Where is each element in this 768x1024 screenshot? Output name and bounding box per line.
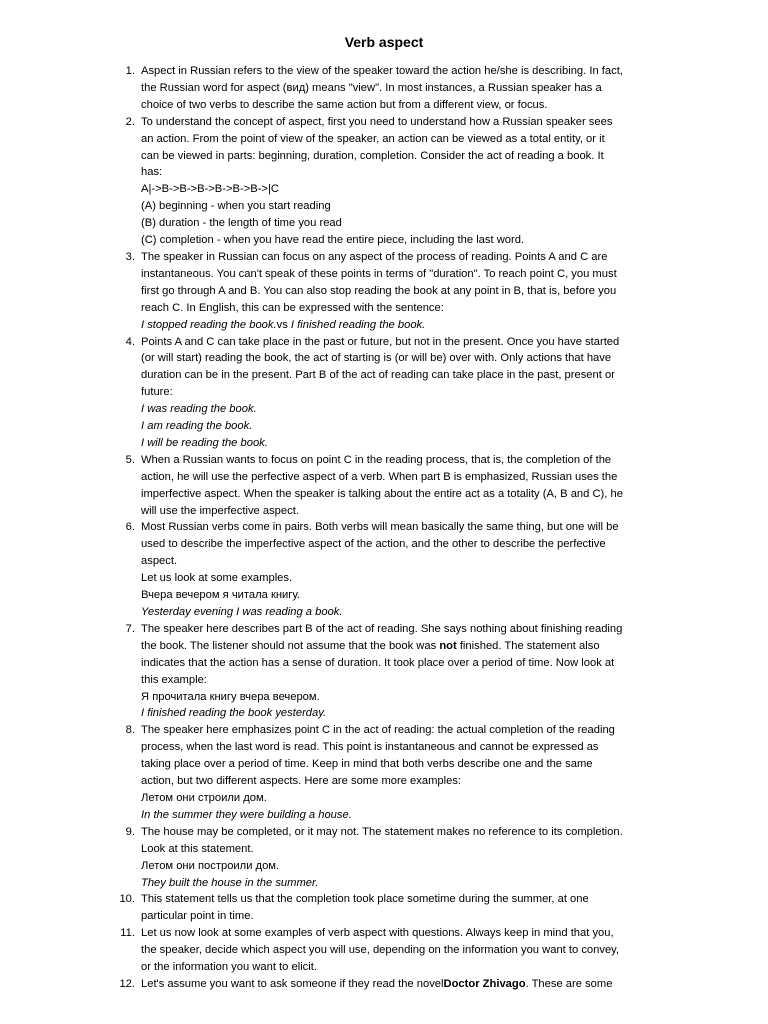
- text-line: used to describe the imperfective aspect of the action, and the other to describe the perfective: [141, 538, 606, 551]
- text-line: (or will start) reading the book, the act of starting is (or will be) over with. Only actions that have: [141, 352, 612, 365]
- text-fragment: Let's assume you want to ask someone if they read the novel: [141, 977, 444, 990]
- text-line: choice of two verbs to describe the same action but from a different view, or focus.: [141, 98, 548, 111]
- list-item: [119, 891, 661, 925]
- list-item: [125, 334, 661, 452]
- text-line: The speaker here describes part B of the act of reading. She says nothing about finishing reading: [141, 622, 623, 635]
- text-line: process, when the last word is read. This point is instantaneous and cannot be expressed as: [141, 741, 599, 754]
- text-line: indicates that the action has a sense of duration. It took place over a period of time. Now look at: [141, 656, 615, 669]
- list-item-number: 11.: [120, 927, 135, 940]
- text-line: will use the imperfective aspect.: [141, 504, 299, 517]
- text-line: or the information you want to elicit.: [141, 961, 317, 974]
- list-item: [120, 925, 661, 976]
- list-item-number: 2.: [125, 115, 135, 128]
- list-item: [125, 519, 661, 620]
- list-item: [125, 114, 661, 249]
- text-line: This statement tells us that the completion took place sometime during the summer, at one: [141, 893, 589, 906]
- emphasis-text: Doctor Zhivago: [443, 977, 526, 990]
- text-line: duration can be in the present. Part B of the act of reading can take place in the past, present or: [141, 369, 615, 382]
- list-item-number: 3.: [125, 250, 135, 263]
- example-line: Yesterday evening I was reading a book.: [141, 606, 343, 618]
- text-line: action, he will use the perfective aspect of a verb. When part B is emphasized, Russian uses the: [141, 470, 618, 483]
- emphasis-text: not: [439, 639, 457, 652]
- text-fragment: finished. The statement also: [456, 639, 600, 652]
- text-line: reach C. In English, this can be expressed with the sentence:: [141, 301, 444, 314]
- text-line: an action. From the point of view of the speaker, an action can be viewed as a total entity, or it: [141, 132, 605, 145]
- text-line: The speaker here emphasizes point C in the act of reading: the actual completion of the reading: [141, 724, 615, 737]
- list-item: [125, 63, 661, 114]
- example-line: They built the house in the summer.: [141, 876, 319, 889]
- text-line: this example:: [141, 673, 207, 686]
- text-line: (B) duration - the length of time you read: [141, 217, 342, 230]
- text-line: [141, 976, 661, 993]
- list-item: [125, 824, 661, 892]
- text-line: has:: [141, 166, 163, 179]
- numbered-list: [119, 63, 661, 993]
- list-item-number: 9.: [125, 825, 135, 838]
- text-fragment: the book. The listener should not assume that the book was: [141, 639, 440, 652]
- list-item-number: 1.: [125, 65, 135, 77]
- text-line: The speaker in Russian can focus on any aspect of the process of reading. Points A and C are: [141, 250, 608, 263]
- text-line: action, but two different aspects. Here are some more examples:: [141, 775, 462, 788]
- example-line: I was reading the book.: [141, 403, 257, 416]
- text-line: To understand the concept of aspect, first you need to understand how a Russian speaker sees: [141, 115, 613, 128]
- text-line: Points A and C can take place in the past or future, but not in the present. Once you have started: [141, 335, 620, 348]
- text-line: (A) beginning - when you start reading: [141, 200, 331, 213]
- list-item-number: 10.: [119, 893, 135, 906]
- text-line: A|->B->B->B->B->B->B->|C: [141, 183, 279, 196]
- list-item-number: 12.: [119, 977, 135, 990]
- text-line: Летом они строили дом.: [141, 791, 267, 804]
- text-line: [141, 638, 661, 655]
- example-line: I finished reading the book yesterday.: [141, 707, 327, 720]
- list-item-number: 6.: [125, 521, 135, 534]
- text-line: Вчера вечером я читала книгу.: [141, 589, 300, 602]
- text-line: The house may be completed, or it may not. The statement makes no reference to its completion.: [141, 825, 623, 838]
- list-item-number: 7.: [125, 622, 135, 635]
- text-line: instantaneous. You can't speak of these points in terms of "duration". To reach point C, you must: [141, 267, 617, 280]
- list-item: [119, 976, 661, 993]
- text-line: (C) completion - when you have read the entire piece, including the last word.: [141, 234, 525, 247]
- example-sentence: I finished reading the book.: [290, 318, 426, 331]
- list-item-number: 4.: [125, 335, 135, 348]
- text-line: Aspect in Russian refers to the view of the speaker toward the action he/she is describing. In fact,: [141, 65, 623, 77]
- text-line: Я прочитала книгу вчера вечером.: [141, 690, 320, 703]
- list-item: [125, 452, 661, 520]
- text-fragment: vs: [276, 318, 291, 331]
- text-line: future:: [141, 386, 173, 399]
- text-line: the Russian word for aspect (вид) means "view". In most instances, a Russian speaker has a: [141, 81, 602, 94]
- example-sentence: I stopped reading the book.: [141, 318, 277, 331]
- list-item: [125, 621, 661, 722]
- text-line: Most Russian verbs come in pairs. Both verbs will mean basically the same thing, but one will be: [141, 521, 619, 534]
- example-line: I will be reading the book.: [141, 436, 268, 449]
- text-line: can be viewed in parts: beginning, duration, completion. Consider the act of reading a book. It: [141, 149, 604, 162]
- list-item-number: 5.: [125, 453, 135, 466]
- text-line: Let us look at some examples.: [141, 572, 293, 585]
- list-item: [125, 249, 661, 334]
- text-line: aspect.: [141, 555, 178, 568]
- example-line: In the summer they were building a house.: [141, 808, 352, 821]
- text-line: first go through A and B. You can also stop reading the book at any point in B, that is, before you: [141, 284, 617, 297]
- text-line: Let us now look at some examples of verb aspect with questions. Always keep in mind that you,: [141, 927, 614, 940]
- text-line: taking place over a period of time. Keep in mind that both verbs describe one and the same: [141, 758, 593, 771]
- text-line: Летом они построили дом.: [141, 859, 280, 872]
- example-line: I am reading the book.: [141, 420, 253, 433]
- list-item: [125, 722, 661, 823]
- text-line: When a Russian wants to focus on point C in the reading process, that is, the completion of the: [141, 453, 612, 466]
- text-line: particular point in time.: [141, 910, 254, 923]
- text-fragment: . These are some: [525, 977, 613, 990]
- example-line: [141, 317, 661, 334]
- text-line: imperfective aspect. When the speaker is talking about the entire act as a totality (A, B and C), he: [141, 487, 623, 500]
- text-line: the speaker, decide which aspect you will use, depending on the information you want to convey,: [141, 944, 620, 957]
- list-item-number: 8.: [125, 724, 135, 737]
- text-line: Look at this statement.: [141, 842, 254, 855]
- page-title: Verb aspect: [344, 34, 424, 50]
